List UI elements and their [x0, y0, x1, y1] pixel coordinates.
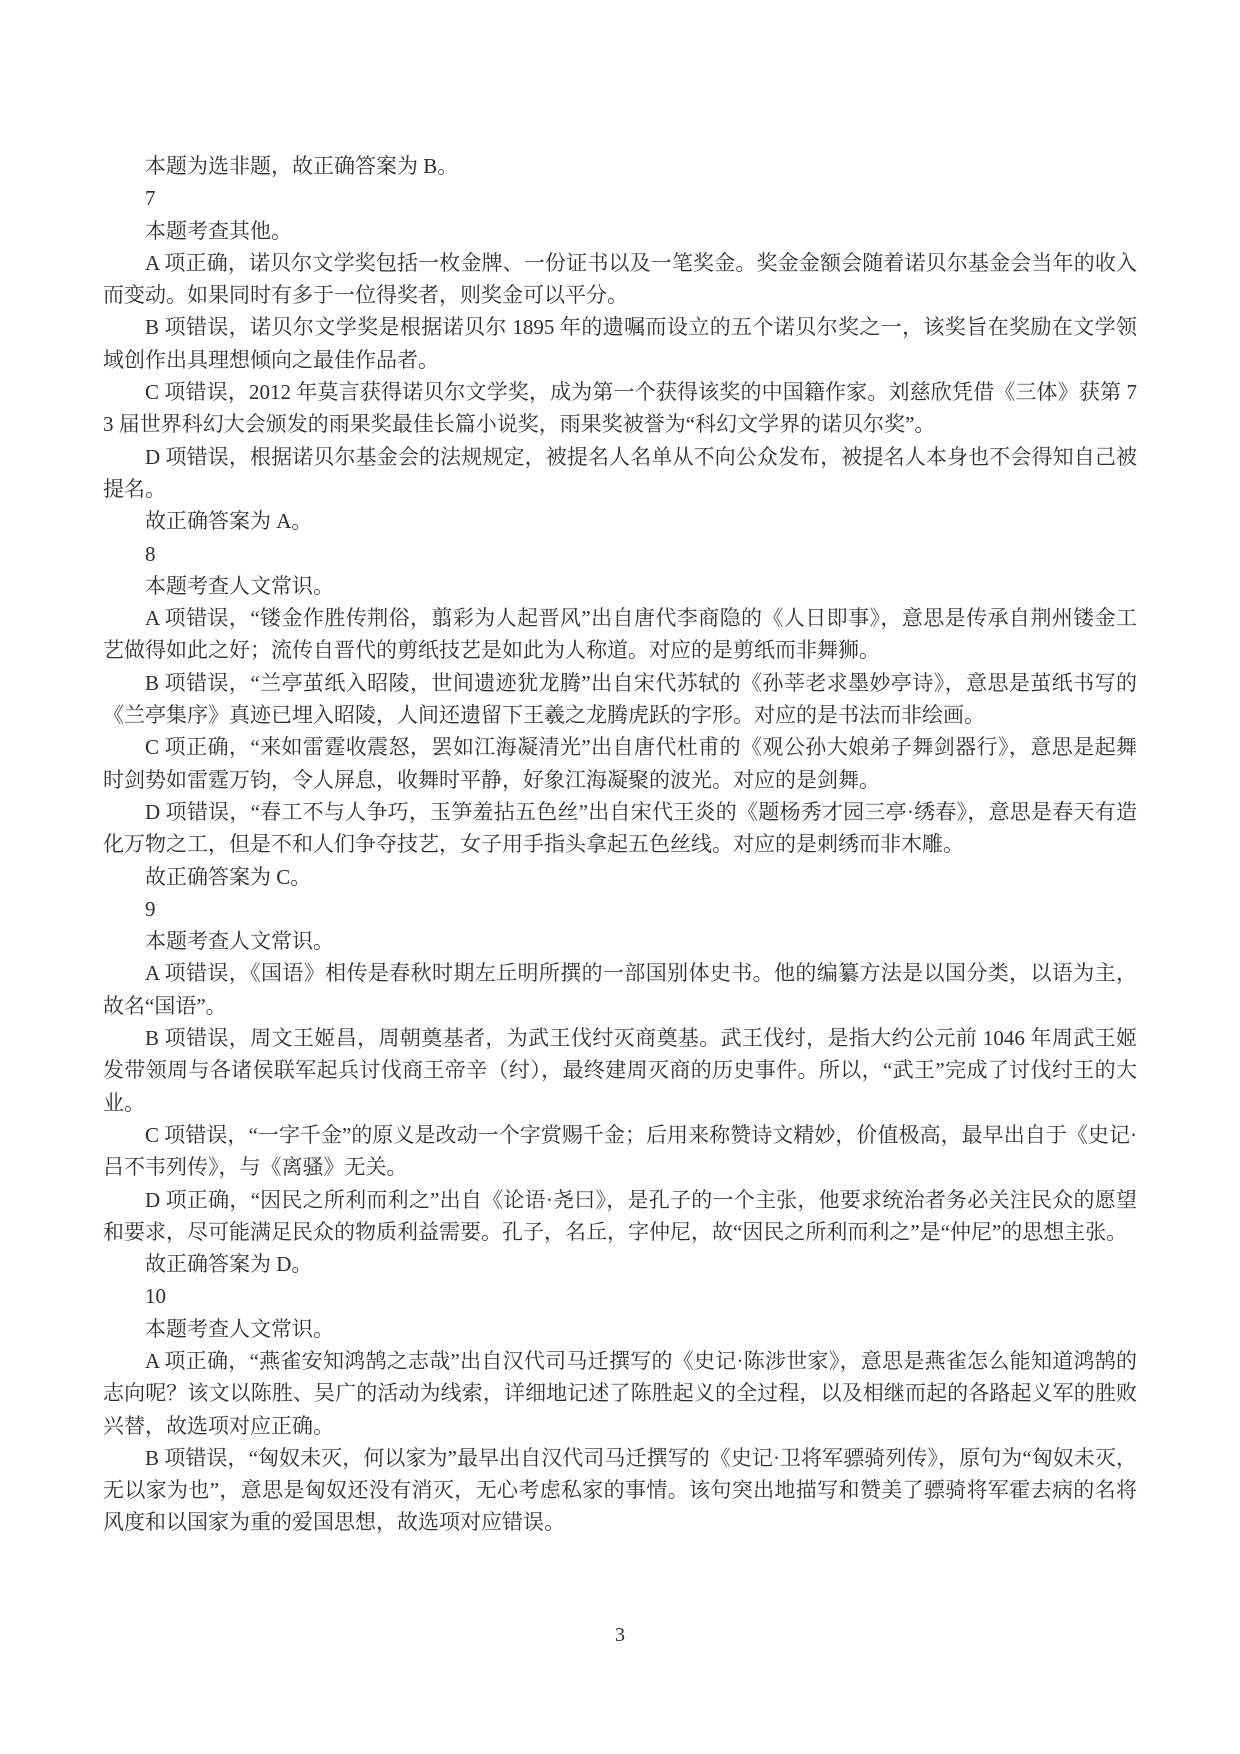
option-a-analysis-q8: A 项错误，“镂金作胜传荆俗，翦彩为人起晋风”出自唐代李商隐的《人日即事》，意思是传承自荆州镂金工艺做得如此之好；流传自晋代的剪纸技艺是如此为人称道。对应的是剪纸而非舞狮。	[103, 606, 1137, 663]
answer-conclusion-q7: 故正确答案为 A。	[145, 509, 313, 534]
page-footer	[0, 1624, 1240, 1647]
question-number-9: 9	[145, 896, 156, 921]
question-number-8: 8	[145, 541, 156, 566]
answer-explanations	[103, 150, 1137, 1539]
question-number-7: 7	[145, 186, 156, 211]
option-b-analysis-q9: B 项错误，周文王姬昌，周朝奠基者，为武王伐纣灭商奠基。武王伐纣，是指大约公元前 1046 年周武王姬发带领周与各诸侯联军起兵讨伐商王帝辛（纣），最终建周灭商的历史事件。所以，“武王”完成了讨伐纣王的大业。	[103, 1026, 1137, 1115]
page-number: 3	[615, 1624, 625, 1646]
option-d-analysis-q9: D 项正确，“因民之所利而利之”出自《论语·尧曰》，是孔子的一个主张，他要求统治者务必关注民众的愿望和要求，尽可能满足民众的物质利益需要。孔子，名丘，字仲尼，故“因民之所利而利之”是“仲尼”的思想主张。	[103, 1187, 1137, 1244]
answer-conclusion-q8: 故正确答案为 C。	[145, 864, 312, 889]
option-d-analysis-q7: D 项错误，根据诺贝尔基金会的法规规定，被提名人名单从不向公众发布，被提名人本身也不会得知自己被提名。	[103, 444, 1137, 501]
exam-topic-q7: 本题考查其他。	[145, 218, 292, 243]
answer-conclusion-q6: 本题为选非题，故正确答案为 B。	[145, 154, 459, 178]
option-b-analysis-q10: B 项错误，“匈奴未灭，何以家为”最早出自汉代司马迁撰写的《史记·卫将军骠骑列传》，原句为“匈奴未灭，无以家为也”，意思是匈奴还没有消灭，无心考虑私家的事情。该句突出地描写和赞美了骠骑将军霍去病的名将风度和以国家为重的爱国思想，故选项对应错误。	[103, 1445, 1137, 1535]
exam-topic-q10: 本题考查人文常识。	[145, 1316, 334, 1341]
option-c-analysis-q7: C 项错误，2012 年莫言获得诺贝尔文学奖，成为第一个获得该奖的中国籍作家。刘慈欣凭借《三体》获第 73 届世界科幻大会颁发的雨果奖最佳长篇小说奖，雨果奖被誉为“科幻文学界的诺贝尔奖”。	[103, 380, 1137, 437]
exam-topic-q9: 本题考查人文常识。	[145, 929, 334, 954]
option-c-analysis-q8: C 项正确，“来如雷霆收震怒，罢如江海凝清光”出自唐代杜甫的《观公孙大娘弟子舞剑器行》，意思是起舞时剑势如雷霆万钧，令人屏息，收舞时平静，好象江海凝聚的波光。对应的是剑舞。	[103, 735, 1137, 792]
exam-topic-q8: 本题考查人文常识。	[145, 573, 334, 598]
option-a-analysis-q10: A 项正确，“燕雀安知鸿鹄之志哉”出自汉代司马迁撰写的《史记·陈涉世家》，意思是燕雀怎么能知道鸿鹄的志向呢？该文以陈胜、吴广的活动为线索，详细地记述了陈胜起义的全过程，以及相继而起的各路起义军的胜败兴替，故选项对应正确。	[103, 1348, 1137, 1438]
option-a-analysis-q7: A 项正确，诺贝尔文学奖包括一枚金牌、一份证书以及一笔奖金。奖金金额会随着诺贝尔基金会当年的收入而变动。如果同时有多于一位得奖者，则奖金可以平分。	[103, 250, 1137, 308]
question-number-10: 10	[145, 1284, 166, 1309]
option-a-analysis-q9: A 项错误，《国语》相传是春秋时期左丘明所撰的一部国别体史书。他的编纂方法是以国分类，以语为主，故名“国语”。	[103, 961, 1137, 1018]
option-c-analysis-q9: C 项错误，“一字千金”的原义是改动一个字赏赐千金；后用来称赞诗文精妙，价值极高，最早出自于《史记·吕不韦列传》，与《离骚》无关。	[103, 1122, 1137, 1180]
option-b-analysis-q8: B 项错误，“兰亭茧纸入昭陵，世间遗迹犹龙腾”出自宋代苏轼的《孙莘老求墨妙亭诗》，意思是茧纸书写的《兰亭集序》真迹已埋入昭陵，人间还遗留下王羲之龙腾虎跃的字形。对应的是书法而非绘画。	[103, 670, 1137, 728]
option-d-analysis-q8: D 项错误，“春工不与人争巧，玉笋羞拈五色丝”出自宋代王炎的《题杨秀才园三亭·绣春》，意思是春天有造化万物之工，但是不和人们争夺技艺，女子用手指头拿起五色丝线。对应的是刺绣而非木雕。	[103, 799, 1137, 857]
answer-conclusion-q9: 故正确答案为 D。	[145, 1252, 313, 1277]
option-b-analysis-q7: B 项错误，诺贝尔文学奖是根据诺贝尔 1895 年的遗嘱而设立的五个诺贝尔奖之一，该奖旨在奖励在文学领域创作出具理想倾向之最佳作品者。	[103, 315, 1137, 372]
